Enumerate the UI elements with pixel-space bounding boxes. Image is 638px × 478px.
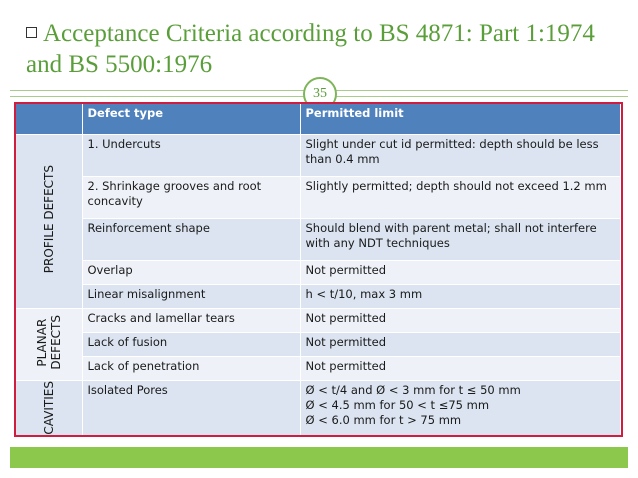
limit-line: Ø < 4.5 mm for 50 < t ≤75 mm <box>305 398 490 412</box>
table-row <box>16 309 621 333</box>
header-permitted-limit: Permitted limit <box>300 104 621 135</box>
defect-type-cell: 2. Shrinkage grooves and root concavity <box>82 177 300 219</box>
permitted-limit-cell: Not permitted <box>300 309 621 333</box>
permitted-limit-cell: Slight under cut id permitted: depth should be less than 0.4 mm <box>300 135 621 177</box>
table-row <box>16 285 621 309</box>
category-planar-defects <box>16 309 82 381</box>
category-label <box>35 315 63 370</box>
table-row <box>16 333 621 357</box>
slide-title <box>26 18 616 80</box>
category-label: CAVITIES <box>41 381 56 435</box>
table-row <box>16 177 621 219</box>
table-row <box>16 135 621 177</box>
category-label-line: PLANAR <box>34 318 49 367</box>
defect-type-cell: Isolated Pores <box>82 381 300 438</box>
category-label-line: DEFECTS <box>48 315 63 370</box>
table-header-row <box>16 104 621 135</box>
category-label: PROFILE DEFECTS <box>41 165 56 274</box>
defect-type-cell: Lack of fusion <box>82 333 300 357</box>
criteria-table-frame <box>14 102 623 437</box>
permitted-limit-cell <box>300 381 621 438</box>
defect-type-cell: Linear misalignment <box>82 285 300 309</box>
table-row <box>16 381 621 438</box>
checkbox-bullet-icon <box>26 27 37 38</box>
table-row <box>16 219 621 261</box>
permitted-limit-cell: h < t/10, max 3 mm <box>300 285 621 309</box>
permitted-limit-cell: Not permitted <box>300 333 621 357</box>
header-category <box>16 104 82 135</box>
category-profile-defects <box>16 135 82 309</box>
permitted-limit-cell: Slightly permitted; depth should not exceed 1.2 mm <box>300 177 621 219</box>
limit-line: Ø < 6.0 mm for t > 75 mm <box>305 413 462 427</box>
slide-number-badge: 35 <box>303 77 337 111</box>
slide-title-text: Acceptance Criteria according to BS 4871: Part 1:1974 and BS 5500:1976 <box>26 20 595 78</box>
table-row <box>16 261 621 285</box>
permitted-limit-cell: Not permitted <box>300 357 621 381</box>
header-defect-type: Defect type <box>82 104 300 135</box>
defect-type-cell: Cracks and lamellar tears <box>82 309 300 333</box>
permitted-limit-cell: Should blend with parent metal; shall not interfere with any NDT techniques <box>300 219 621 261</box>
limit-line: Ø < t/4 and Ø < 3 mm for t ≤ 50 mm <box>305 383 521 397</box>
category-cavities <box>16 381 82 438</box>
defect-type-cell: 1. Undercuts <box>82 135 300 177</box>
defect-type-cell: Reinforcement shape <box>82 219 300 261</box>
footer-bar <box>10 447 628 468</box>
defect-type-cell: Lack of penetration <box>82 357 300 381</box>
defect-type-cell: Overlap <box>82 261 300 285</box>
permitted-limit-cell: Not permitted <box>300 261 621 285</box>
table-row <box>16 357 621 381</box>
acceptance-criteria-table <box>16 104 621 437</box>
